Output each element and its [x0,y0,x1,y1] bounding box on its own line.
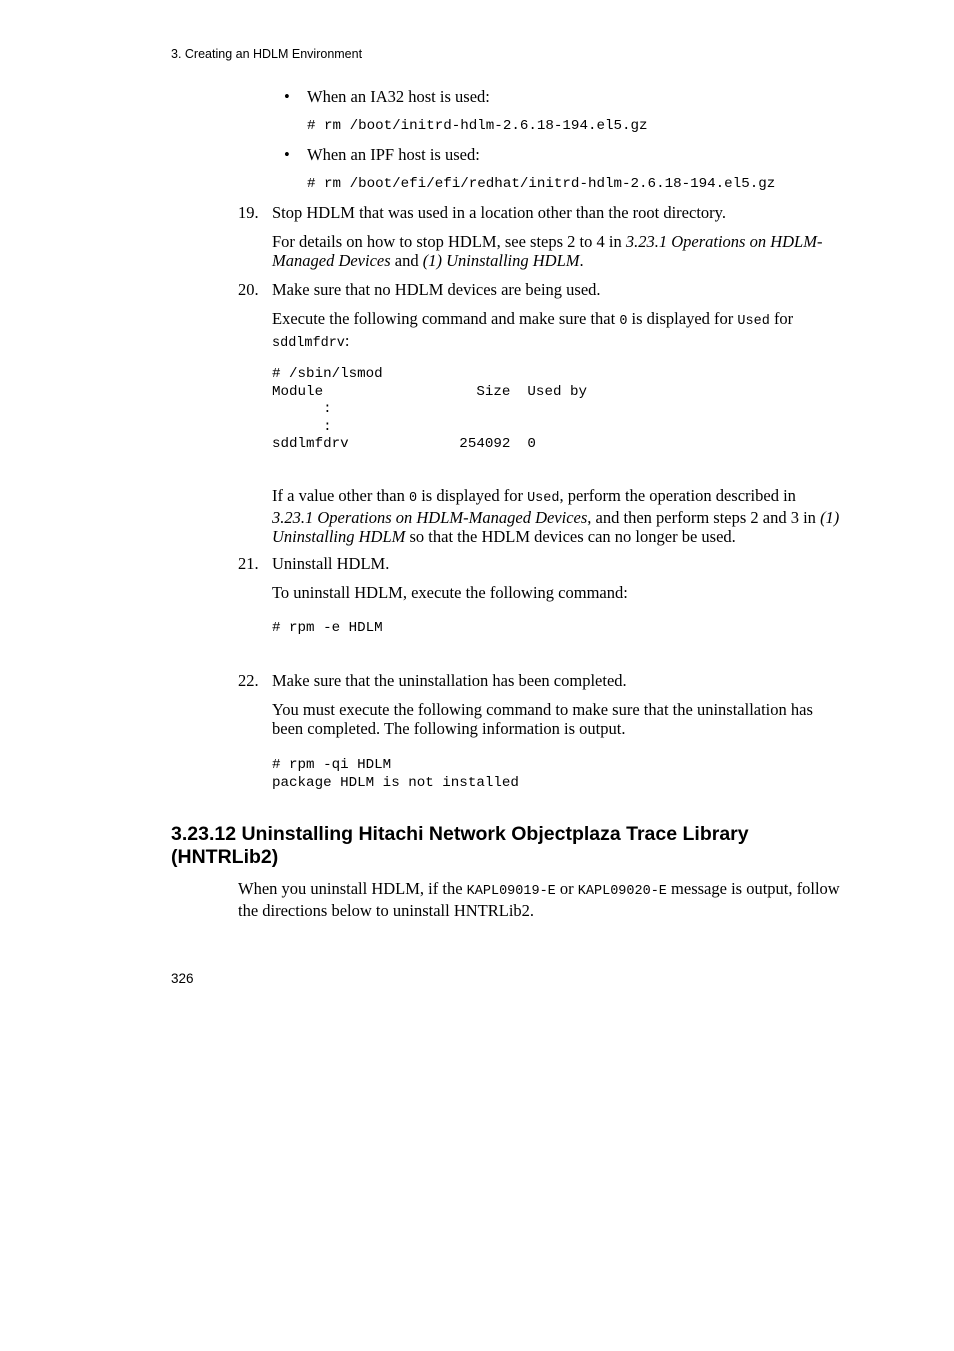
step22-detail: You must execute the following command to make sure that the uninstallation has been completed. The following information is output. [272,700,813,738]
step21-title: Uninstall HDLM. [272,554,390,573]
step19-detail: For details on how to stop HDLM, see steps 2 to 4 in 3.23.1 Operations on HDLM-Managed Devices and (1) Uninstalling HDLM. [272,232,823,270]
running-head: 3. Creating an HDLM Environment [171,47,363,61]
step-number: 20. [238,280,259,299]
step22-title: Make sure that the uninstallation has been completed. [272,671,627,690]
ipf-label: When an IPF host is used: [307,145,480,164]
bullet-marker: • [284,145,290,164]
step20-title: Make sure that no HDLM devices are being used. [272,280,601,299]
page-number: 326 [171,971,194,986]
step-number: 22. [238,671,259,690]
cross-reference: (1) Uninstalling HDLM [422,251,580,270]
step-number: 19. [238,203,259,222]
rpm-query-output: # rpm -qi HDLM package HDLM is not installed [272,757,519,791]
cross-reference: 3.23.1 Operations on HDLM-Managed Devices [272,508,588,527]
step20-detail: Execute the following command and make sure that 0 is displayed for Used for sddlmfdrv: [272,309,794,351]
bullet-marker: • [284,87,290,106]
section-heading: 3.23.12 Uninstalling Hitachi Network Objectplaza Trace Library (HNTRLib2) [171,823,749,868]
ipf-command: # rm /boot/efi/efi/redhat/initrd-hdlm-2.6.18-194.el5.gz [307,176,776,192]
lsmod-output: # /sbin/lsmod Module Size Used by : : sddlmfdrv 254092 0 [272,366,588,452]
step19-title: Stop HDLM that was used in a location other than the root directory. [272,203,726,222]
step20-note: If a value other than 0 is displayed for Used, perform the operation described in 3.23.1 Operations on HDLM-Managed Devices, and then perform steps 2 and 3 in (1) Uninstalling HDLM so that the HDLM devices can no longer be used. [272,486,840,546]
step21-detail: To uninstall HDLM, execute the following command: [272,583,628,602]
step-number: 21. [238,554,259,573]
section-paragraph: When you uninstall HDLM, if the KAPL09019-E or KAPL09020-E message is output, follow the directions below to uninstall HNTRLib2. [238,879,840,920]
cross-reference: 3.23.1 Operations on HDLM-Managed Devices [272,232,823,270]
ia32-command: # rm /boot/initrd-hdlm-2.6.18-194.el5.gz [307,118,648,134]
ia32-label: When an IA32 host is used: [307,87,490,106]
rpm-uninstall-command: # rpm -e HDLM [272,620,383,636]
cross-reference: (1) Uninstalling HDLM [272,508,840,546]
